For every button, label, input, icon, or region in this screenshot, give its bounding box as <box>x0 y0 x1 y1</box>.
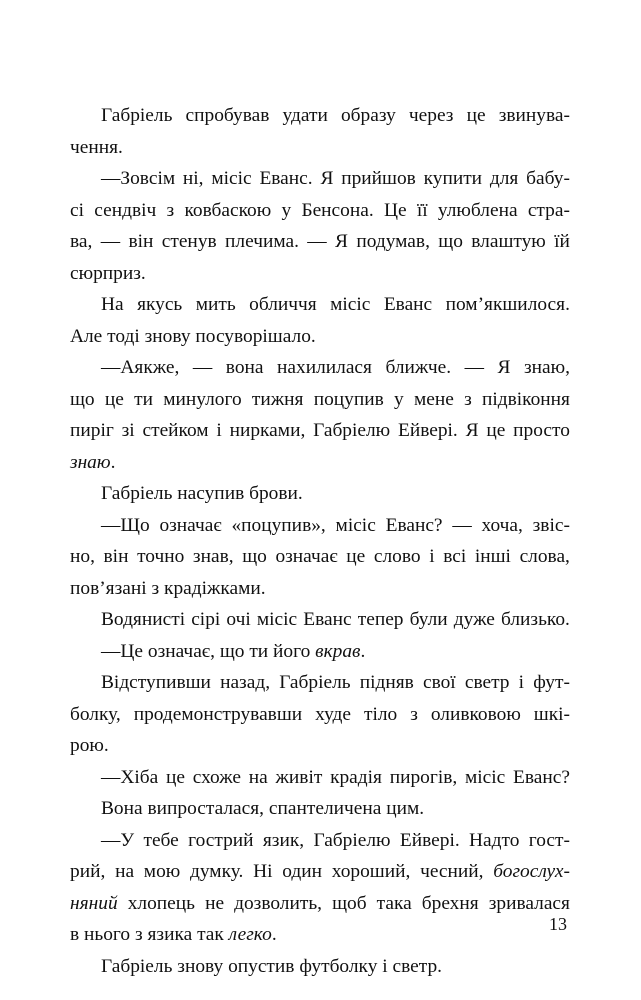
text-line: рий, на мою думку. Ні один хороший, чесний, богослух- <box>70 861 570 882</box>
text-line: —Аякже, — вона нахилилася ближче. — Я знаю, <box>101 357 570 378</box>
text-line: —У тебе гострий язик, Габріелю Ейвері. Надто гост- <box>101 829 570 851</box>
text-line: болку, продемонструвавши худе тіло з оливковою шкі- <box>70 703 570 725</box>
text-line: Габріель знову опустив футболку і светр. <box>101 955 443 977</box>
text-line: На якусь мить обличчя місіс Еванс пом’якшилося. <box>101 294 570 315</box>
text-line: Вона випросталася, спантеличена цим. <box>101 798 425 819</box>
text-line: сі сендвіч з ковбаскою у Бенсона. Це її улюблена стра- <box>70 199 570 221</box>
text-line: но, він точно знав, що означає це слово і всі інші слова, <box>70 546 570 567</box>
text-line: сюрприз. <box>70 262 146 284</box>
text-line: Відступивши назад, Габріель підняв свої светр і фут- <box>101 672 570 693</box>
text-line: —Що означає «поцупив», місіс Еванс? — хоча, звіс- <box>101 514 570 536</box>
text-line: Габріель насупив брови. <box>101 483 303 504</box>
text-line: пиріг зі стейком і нирками, Габріелю Ейвері. Я це просто <box>70 420 570 441</box>
text-line: —Хіба це схоже на живіт крадія пирогів, місіс Еванс? <box>101 766 570 788</box>
text-line: ва, — він стенув плечима. — Я подумав, що влаштую їй <box>70 231 570 252</box>
text-line: в нього з язика так легко. <box>70 924 277 945</box>
text-line: Але тоді знову посуворішало. <box>70 325 316 347</box>
text-line: Габріель спробував удати образу через це звинува- <box>101 105 570 126</box>
text-line: пов’язані з крадіжками. <box>70 577 266 599</box>
text-line: чення. <box>70 136 123 158</box>
text-line: знаю. <box>70 451 116 473</box>
text-line: няний хлопець не дозволить, щоб така брехня зривалася <box>70 892 570 914</box>
book-page <box>70 105 570 977</box>
text-line: —Це означає, що ти його вкрав. <box>101 640 366 662</box>
text-line: Водянисті сірі очі місіс Еванс тепер були дуже близько. <box>101 609 570 630</box>
text-line: —Зовсім ні, місіс Еванс. Я прийшов купити для бабу- <box>101 168 570 189</box>
text-line: рою. <box>70 735 109 756</box>
page-number: 13 <box>549 914 567 934</box>
text-line: що це ти минулого тижня поцупив у мене з підвіконня <box>70 388 570 410</box>
